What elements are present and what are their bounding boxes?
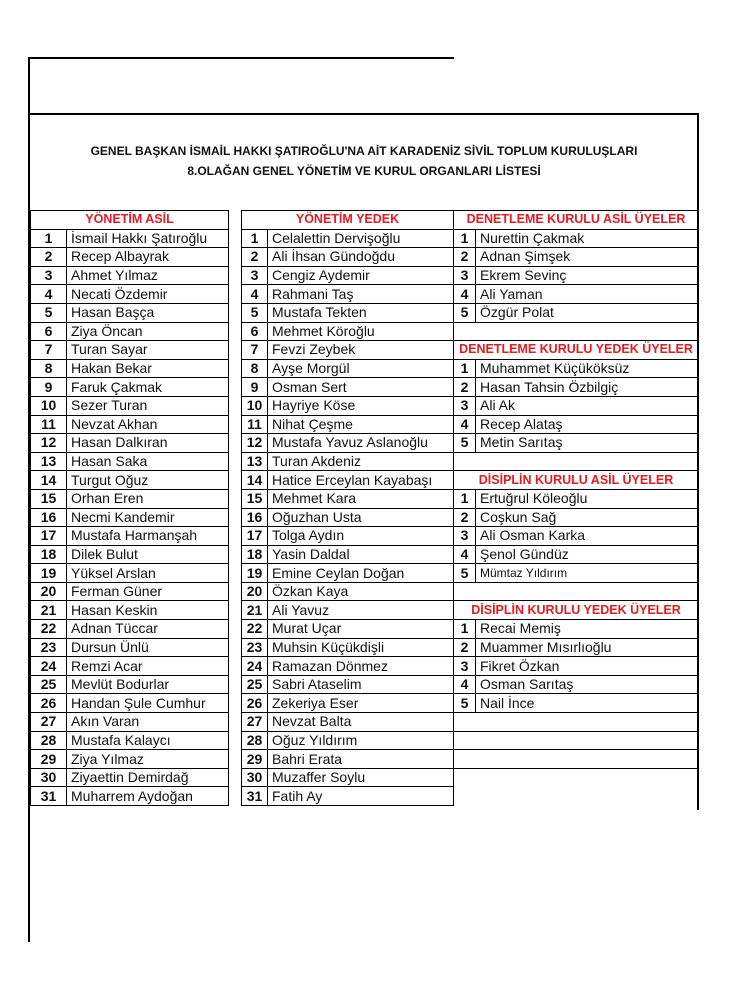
row-number: 12 (31, 434, 67, 453)
member-name: Coşkun Sağ (476, 508, 699, 527)
table-row (454, 657, 699, 676)
member-name: Mustafa Kalaycı (67, 731, 229, 750)
member-name: Necmi Kandemir (67, 508, 229, 527)
table-row (31, 694, 229, 713)
table-row (242, 657, 454, 676)
table-row (31, 434, 229, 453)
member-name: Yasin Daldal (268, 545, 454, 564)
row-number: 1 (454, 229, 476, 248)
table-row (454, 675, 699, 694)
member-name: Ayşe Morgül (268, 359, 454, 378)
row-number: 5 (31, 303, 67, 322)
table-row (242, 229, 454, 248)
row-number: 16 (31, 508, 67, 527)
table-row (454, 415, 699, 434)
row-number: 4 (454, 545, 476, 564)
row-number: 30 (242, 768, 268, 787)
member-name: Ahmet Yılmaz (67, 266, 229, 285)
table-row (454, 359, 699, 378)
table-row (242, 694, 454, 713)
row-number: 8 (31, 359, 67, 378)
table-row (31, 341, 229, 360)
table-row (454, 248, 699, 267)
table-row (31, 303, 229, 322)
section-header-row (454, 341, 699, 360)
yonetim-yedek-header: YÖNETİM YEDEK (242, 211, 454, 230)
table-row (31, 378, 229, 397)
row-number: 1 (454, 620, 476, 639)
member-name: Mustafa Yavuz Aslanoğlu (268, 434, 454, 453)
table-row (454, 266, 699, 285)
table-row (242, 675, 454, 694)
row-number: 24 (31, 657, 67, 676)
table-row (454, 527, 699, 546)
table-row (454, 638, 699, 657)
table-row (31, 620, 229, 639)
table-row (242, 452, 454, 471)
member-name: Recep Albayrak (67, 248, 229, 267)
table-row (242, 489, 454, 508)
member-name: Fikret Özkan (476, 657, 699, 676)
member-name: Yüksel Arslan (67, 564, 229, 583)
member-name: Recai Memiş (476, 620, 699, 639)
table-row (242, 527, 454, 546)
row-number: 29 (31, 750, 67, 769)
row-number: 3 (31, 266, 67, 285)
row-number: 22 (242, 620, 268, 639)
row-number: 20 (242, 582, 268, 601)
blank-row (454, 731, 699, 750)
row-number: 28 (242, 731, 268, 750)
table-row (454, 508, 699, 527)
section-header-row (454, 211, 699, 230)
table-row (31, 527, 229, 546)
yonetim-yedek-table (241, 210, 454, 806)
member-name: Fatih Ay (268, 787, 454, 806)
table-row (31, 787, 229, 806)
member-name: Şenol Gündüz (476, 545, 699, 564)
table-row (31, 266, 229, 285)
row-number: 2 (242, 248, 268, 267)
row-number: 1 (454, 359, 476, 378)
table-row (242, 341, 454, 360)
row-number: 7 (31, 341, 67, 360)
member-name: Dilek Bulut (67, 545, 229, 564)
row-number: 4 (242, 285, 268, 304)
row-number: 1 (242, 229, 268, 248)
member-name: Oğuzhan Usta (268, 508, 454, 527)
blank-cell (454, 322, 699, 341)
table-row (31, 248, 229, 267)
blank-cell (454, 731, 699, 750)
row-number: 2 (454, 638, 476, 657)
table-row (31, 285, 229, 304)
blank-row (454, 582, 699, 601)
member-name: Cengiz Aydemir (268, 266, 454, 285)
member-name: Ali Osman Karka (476, 527, 699, 546)
table-row (242, 582, 454, 601)
row-number: 11 (242, 415, 268, 434)
row-number: 11 (31, 415, 67, 434)
row-number: 31 (31, 787, 67, 806)
table-row (454, 545, 699, 564)
member-name: Oğuz Yıldırım (268, 731, 454, 750)
table-row (242, 750, 454, 769)
table-row (242, 396, 454, 415)
table-row (242, 620, 454, 639)
blank-cell (454, 750, 699, 769)
table-row (31, 638, 229, 657)
member-name: Nihat Çeşme (268, 415, 454, 434)
top-border-line (28, 57, 454, 59)
member-name: Nevzat Akhan (67, 415, 229, 434)
row-number: 23 (31, 638, 67, 657)
row-number: 5 (242, 303, 268, 322)
table-row (242, 638, 454, 657)
table-row (31, 731, 229, 750)
section-header-row (454, 471, 699, 490)
row-number: 7 (242, 341, 268, 360)
member-name: Ramazan Dönmez (268, 657, 454, 676)
member-name: Özgür Polat (476, 303, 699, 322)
member-name: Sabri Ataselim (268, 675, 454, 694)
table-row (31, 713, 229, 732)
yonetim-asil-table (30, 210, 229, 806)
row-number: 9 (242, 378, 268, 397)
row-number: 3 (454, 527, 476, 546)
member-name: Mümtaz Yıldırım (476, 564, 699, 583)
member-name: Hasan Keskin (67, 601, 229, 620)
document-subtitle: 8.OLAĞAN GENEL YÖNETİM VE KURUL ORGANLARI LİSTESİ (187, 164, 541, 178)
member-name: Osman Sert (268, 378, 454, 397)
row-number: 2 (454, 378, 476, 397)
row-number: 14 (31, 471, 67, 490)
member-name: Muzaffer Soylu (268, 768, 454, 787)
row-number: 6 (242, 322, 268, 341)
row-number: 15 (31, 489, 67, 508)
table-row (454, 396, 699, 415)
disiplin-asil-header: DİSİPLİN KURULU ASİL ÜYELER (454, 471, 699, 490)
row-number: 2 (31, 248, 67, 267)
row-number: 2 (454, 508, 476, 527)
row-number: 4 (31, 285, 67, 304)
row-number: 21 (242, 601, 268, 620)
denetleme-yedek-header: DENETLEME KURULU YEDEK ÜYELER (454, 341, 699, 360)
table-row (242, 359, 454, 378)
member-name: Hasan Başça (67, 303, 229, 322)
table-row (31, 359, 229, 378)
member-name: Turan Sayar (67, 341, 229, 360)
row-number: 5 (454, 434, 476, 453)
table-row (31, 675, 229, 694)
table-row (242, 601, 454, 620)
table-row (454, 285, 699, 304)
row-number: 18 (242, 545, 268, 564)
table-row (454, 489, 699, 508)
row-number: 17 (31, 527, 67, 546)
table-row (31, 564, 229, 583)
member-name: Rahmani Taş (268, 285, 454, 304)
table-row (31, 768, 229, 787)
yonetim-asil-header: YÖNETİM ASİL (31, 211, 229, 230)
section-header-row (454, 601, 699, 620)
member-name: Osman Sarıtaş (476, 675, 699, 694)
row-number: 2 (454, 248, 476, 267)
row-number: 19 (31, 564, 67, 583)
member-name: Handan Şule Cumhur (67, 694, 229, 713)
disiplin-yedek-header: DİSİPLİN KURULU YEDEK ÜYELER (454, 601, 699, 620)
member-name: Nurettin Çakmak (476, 229, 699, 248)
table-row (242, 787, 454, 806)
member-name: Ziya Öncan (67, 322, 229, 341)
table-row (242, 471, 454, 490)
row-number: 25 (242, 675, 268, 694)
member-name: Emine Ceylan Doğan (268, 564, 454, 583)
row-number: 3 (454, 266, 476, 285)
table-row (242, 285, 454, 304)
row-number: 27 (31, 713, 67, 732)
row-number: 26 (31, 694, 67, 713)
blank-row (454, 713, 699, 732)
member-name: Ziyaettin Demirdağ (67, 768, 229, 787)
member-name: Orhan Eren (67, 489, 229, 508)
member-name: Hayriye Köse (268, 396, 454, 415)
member-name: Mustafa Harmanşah (67, 527, 229, 546)
table-row (454, 694, 699, 713)
document-title: GENEL BAŞKAN İSMAİL HAKKI ŞATIROĞLU'NA AİT KARADENİZ SİVİL TOPLUM KURULUŞLARI (90, 144, 638, 158)
row-number: 24 (242, 657, 268, 676)
table-row (31, 582, 229, 601)
blank-row (454, 750, 699, 769)
member-name: Muharrem Aydoğan (67, 787, 229, 806)
table-row (242, 266, 454, 285)
row-number: 25 (31, 675, 67, 694)
member-name: Dursun Ünlü (67, 638, 229, 657)
row-number: 10 (242, 396, 268, 415)
blank-cell (454, 713, 699, 732)
member-name: Celalettin Dervişoğlu (268, 229, 454, 248)
blank-row (454, 322, 699, 341)
row-number: 29 (242, 750, 268, 769)
member-name: Ali Yavuz (268, 601, 454, 620)
row-number: 20 (31, 582, 67, 601)
member-name: Fevzi Zeybek (268, 341, 454, 360)
member-name: Ali İhsan Gündoğdu (268, 248, 454, 267)
table-row (31, 750, 229, 769)
row-number: 19 (242, 564, 268, 583)
table-row (454, 564, 699, 583)
row-number: 3 (454, 396, 476, 415)
row-number: 8 (242, 359, 268, 378)
row-number: 16 (242, 508, 268, 527)
table-row (31, 489, 229, 508)
table-row (454, 434, 699, 453)
member-name: Zekeriya Eser (268, 694, 454, 713)
table-row (242, 731, 454, 750)
member-name: Recep Alataş (476, 415, 699, 434)
title-top-line (28, 113, 699, 115)
member-name: Ekrem Sevinç (476, 266, 699, 285)
member-name: Metin Sarıtaş (476, 434, 699, 453)
table-row (31, 396, 229, 415)
row-number: 1 (454, 489, 476, 508)
blank-cell (454, 452, 699, 471)
member-name: Akın Varan (67, 713, 229, 732)
row-number: 9 (31, 378, 67, 397)
blank-row (454, 452, 699, 471)
table-row (454, 303, 699, 322)
row-number: 3 (454, 657, 476, 676)
member-name: Bahri Erata (268, 750, 454, 769)
table-row (242, 564, 454, 583)
table-row (242, 713, 454, 732)
table-row (31, 508, 229, 527)
member-name: Hasan Tahsin Özbilgiç (476, 378, 699, 397)
row-number: 4 (454, 415, 476, 434)
table-row (242, 303, 454, 322)
member-name: Mehmet Köroğlu (268, 322, 454, 341)
row-number: 26 (242, 694, 268, 713)
table-row (454, 620, 699, 639)
row-number: 17 (242, 527, 268, 546)
row-number: 23 (242, 638, 268, 657)
member-name: Adnan Şimşek (476, 248, 699, 267)
kurullar-table (453, 210, 699, 769)
member-name: Murat Uçar (268, 620, 454, 639)
member-name: Hatice Erceylan Kayabaşı (268, 471, 454, 490)
row-number: 5 (454, 694, 476, 713)
row-number: 4 (454, 285, 476, 304)
row-number: 21 (31, 601, 67, 620)
row-number: 27 (242, 713, 268, 732)
row-number: 14 (242, 471, 268, 490)
member-name: Tolga Aydın (268, 527, 454, 546)
member-name: Remzi Acar (67, 657, 229, 676)
member-name: Ferman Güner (67, 582, 229, 601)
table-row (454, 378, 699, 397)
table-row (242, 378, 454, 397)
row-number: 28 (31, 731, 67, 750)
table-row (242, 322, 454, 341)
member-name: Muhsin Küçükdişli (268, 638, 454, 657)
table-row (242, 768, 454, 787)
denetleme-asil-header: DENETLEME KURULU ASİL ÜYELER (454, 211, 699, 230)
table-row (31, 415, 229, 434)
table-row (31, 229, 229, 248)
member-name: Muhammet Küçüköksüz (476, 359, 699, 378)
row-number: 5 (454, 564, 476, 583)
member-name: Ziya Yılmaz (67, 750, 229, 769)
member-name: Ali Yaman (476, 285, 699, 304)
table-row (454, 229, 699, 248)
row-number: 12 (242, 434, 268, 453)
member-name: Faruk Çakmak (67, 378, 229, 397)
row-number: 1 (31, 229, 67, 248)
member-name: Özkan Kaya (268, 582, 454, 601)
row-number: 18 (31, 545, 67, 564)
member-name: Nail İnce (476, 694, 699, 713)
row-number: 5 (454, 303, 476, 322)
table-row (242, 434, 454, 453)
member-name: Muammer Mısırlıoğlu (476, 638, 699, 657)
member-name: Hasan Saka (67, 452, 229, 471)
table-row (31, 601, 229, 620)
member-name: Nevzat Balta (268, 713, 454, 732)
row-number: 13 (31, 452, 67, 471)
row-number: 13 (242, 452, 268, 471)
member-name: Ertuğrul Köleoğlu (476, 489, 699, 508)
table-row (31, 452, 229, 471)
member-name: Hakan Bekar (67, 359, 229, 378)
table-row (31, 471, 229, 490)
blank-cell (454, 582, 699, 601)
row-number: 10 (31, 396, 67, 415)
member-name: Necati Özdemir (67, 285, 229, 304)
member-name: Mustafa Tekten (268, 303, 454, 322)
table-row (242, 248, 454, 267)
member-name: Ali Ak (476, 396, 699, 415)
member-name: Mehmet Kara (268, 489, 454, 508)
row-number: 22 (31, 620, 67, 639)
member-name: Hasan Dalkıran (67, 434, 229, 453)
row-number: 31 (242, 787, 268, 806)
row-number: 3 (242, 266, 268, 285)
table-row (31, 322, 229, 341)
member-name: Turan Akdeniz (268, 452, 454, 471)
table-row (242, 545, 454, 564)
table-row (242, 508, 454, 527)
member-name: İsmail Hakkı Şatıroğlu (67, 229, 229, 248)
row-number: 6 (31, 322, 67, 341)
row-number: 30 (31, 768, 67, 787)
table-row (242, 415, 454, 434)
member-name: Turgut Oğuz (67, 471, 229, 490)
table-row (31, 657, 229, 676)
member-name: Sezer Turan (67, 396, 229, 415)
row-number: 4 (454, 675, 476, 694)
table-row (31, 545, 229, 564)
member-name: Mevlüt Bodurlar (67, 675, 229, 694)
member-name: Adnan Tüccar (67, 620, 229, 639)
row-number: 15 (242, 489, 268, 508)
